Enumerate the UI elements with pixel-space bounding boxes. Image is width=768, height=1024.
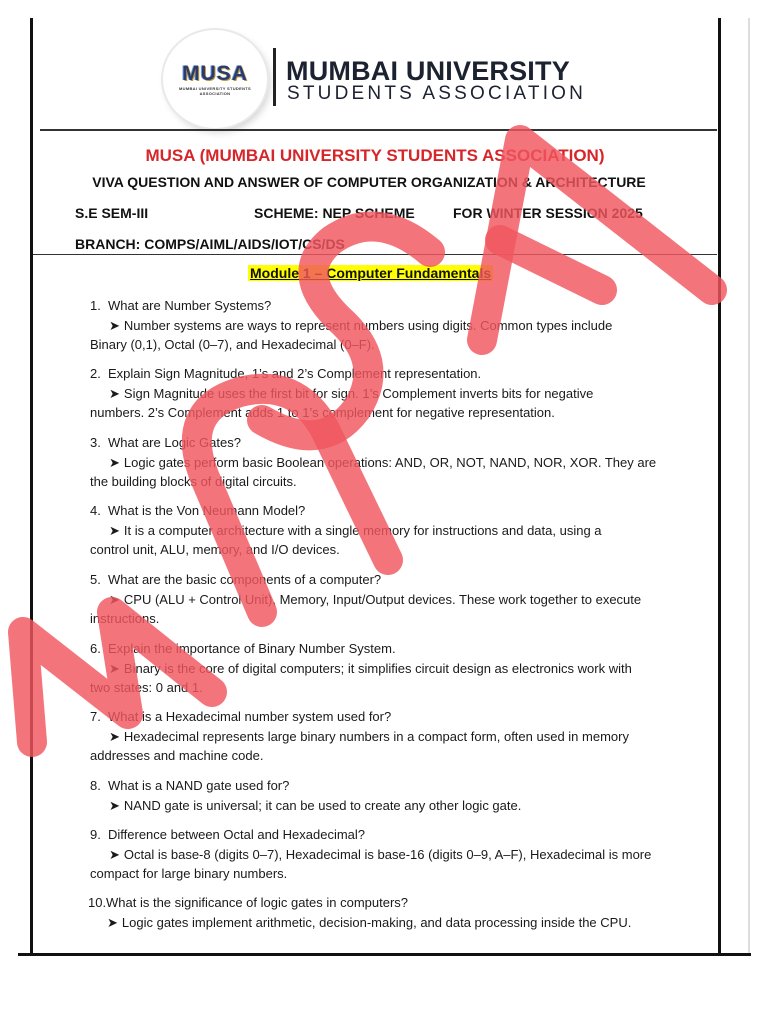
module-title: Module 1 – Computer Fundamentals <box>250 265 492 281</box>
arrow-bullet-icon: ➤ <box>109 385 120 401</box>
qa-item <box>90 707 690 766</box>
arrow-bullet-icon: ➤ <box>109 317 120 333</box>
qa-item <box>90 825 690 884</box>
watermark-letter-a-bar <box>500 240 602 290</box>
question-line <box>90 501 690 521</box>
question-text: What are Logic Gates? <box>108 435 241 450</box>
answer-text: Octal is base-8 (digits 0–7), Hexadecimal is base-16 (digits 0–9, A–F), Hexadecimal is more <box>123 846 652 862</box>
question-number: 4. <box>90 503 101 518</box>
question-line <box>90 825 690 845</box>
answer-continuation: addresses and machine code. <box>90 748 264 763</box>
arrow-bullet-icon: ➤ <box>109 522 120 538</box>
meta-rule <box>33 254 717 255</box>
branch-label: BRANCH: COMPS/AIML/AIDS/IOT/CS/DS <box>75 236 345 252</box>
question-number: 10. <box>88 895 107 910</box>
answer-line <box>90 521 690 541</box>
header-divider <box>273 48 276 106</box>
qa-item <box>90 776 690 815</box>
session-label: FOR WINTER SESSION 2025 <box>453 205 643 221</box>
question-text: Difference between Octal and Hexadecimal? <box>108 827 366 842</box>
qa-item <box>90 364 690 423</box>
question-number: 7. <box>90 709 101 724</box>
logo-subtext: MUMBAI UNIVERSITY STUDENTS ASSOCIATION <box>179 86 251 96</box>
answer-text: Logic gates implement arithmetic, decision-making, and data processing inside the CPU. <box>121 914 632 930</box>
question-number: 2. <box>90 366 101 381</box>
question-number: 9. <box>90 827 101 842</box>
question-text: What is the Von Neumann Model? <box>108 503 306 518</box>
arrow-bullet-icon: ➤ <box>109 454 120 470</box>
question-text: What are Number Systems? <box>108 298 272 313</box>
arrow-bullet-icon: ➤ <box>109 591 120 607</box>
header-rule <box>40 129 717 131</box>
question-line <box>90 776 690 796</box>
question-text: What is the significance of logic gates in computers? <box>106 895 409 910</box>
answer-line <box>90 845 690 865</box>
question-number: 8. <box>90 778 101 793</box>
qa-item <box>90 639 690 698</box>
answer-line <box>90 384 690 404</box>
page-border-bottom <box>18 953 751 956</box>
semester-label: S.E SEM-III <box>75 205 149 221</box>
answer-line <box>90 796 690 816</box>
answer-line <box>90 453 690 473</box>
answer-line <box>88 913 688 933</box>
qa-item <box>90 501 690 560</box>
answer-text: Hexadecimal represents large binary numbers in a compact form, often used in memory <box>123 728 629 744</box>
arrow-bullet-icon: ➤ <box>109 846 120 862</box>
answer-continuation: the building blocks of digital circuits. <box>90 474 297 489</box>
answer-continuation: control unit, ALU, memory, and I/O devices. <box>90 542 340 557</box>
question-line <box>90 296 690 316</box>
answer-text: Binary is the core of digital computers; it simplifies circuit design as electronics work with <box>123 660 632 676</box>
question-line <box>90 707 690 727</box>
question-text: Explain the importance of Binary Number System. <box>108 641 396 656</box>
answer-text: CPU (ALU + Control Unit), Memory, Input/Output devices. These work together to execute <box>123 591 642 607</box>
question-text: What are the basic components of a computer? <box>108 572 382 587</box>
question-number: 5. <box>90 572 101 587</box>
answer-text: Number systems are ways to represent numbers using digits. Common types include <box>123 317 613 333</box>
question-line <box>90 570 690 590</box>
answer-continuation: two states: 0 and 1. <box>90 680 203 695</box>
answer-line <box>90 590 690 610</box>
answer-continuation: Binary (0,1), Octal (0–7), and Hexadecimal (0–F). <box>90 337 375 352</box>
answer-text: Sign Magnitude uses the first bit for sign. 1’s Complement inverts bits for negative <box>123 385 594 401</box>
question-number: 6. <box>90 641 101 656</box>
logo-text: MUSA <box>182 62 248 85</box>
question-line <box>90 639 690 659</box>
question-line <box>88 893 688 913</box>
arrow-bullet-icon: ➤ <box>109 660 120 676</box>
question-number: 3. <box>90 435 101 450</box>
question-line <box>90 364 690 384</box>
document-subtitle: VIVA QUESTION AND ANSWER OF COMPUTER ORGANIZATION & ARCHITECTURE <box>92 174 646 190</box>
qa-item <box>90 433 690 492</box>
question-number: 1. <box>90 298 101 313</box>
arrow-bullet-icon: ➤ <box>107 914 118 930</box>
answer-text: NAND gate is universal; it can be used to create any other logic gate. <box>123 797 522 813</box>
musa-logo <box>163 30 267 128</box>
answer-continuation: compact for large binary numbers. <box>90 866 288 881</box>
answer-text: Logic gates perform basic Boolean operations: AND, OR, NOT, NAND, NOR, XOR. They are <box>123 454 657 470</box>
qa-item <box>90 296 690 355</box>
question-text: What is a Hexadecimal number system used for? <box>108 709 392 724</box>
scheme-label: SCHEME: NEP SCHEME <box>254 205 415 221</box>
answer-line <box>90 659 690 679</box>
question-text: Explain Sign Magnitude, 1’s and 2’s Complement representation. <box>108 366 482 381</box>
arrow-bullet-icon: ➤ <box>109 797 120 813</box>
answer-continuation: instructions. <box>90 611 160 626</box>
question-text: What is a NAND gate used for? <box>108 778 290 793</box>
answer-text: It is a computer architecture with a single memory for instructions and data, using a <box>123 522 602 538</box>
org-name: MUMBAI UNIVERSITY <box>286 56 570 86</box>
answer-line <box>90 316 690 336</box>
document-title: MUSA (MUMBAI UNIVERSITY STUDENTS ASSOCIATION) <box>145 146 605 165</box>
answer-line <box>90 727 690 747</box>
org-subtitle: STUDENTS ASSOCIATION <box>287 83 587 104</box>
qa-item <box>88 893 688 932</box>
arrow-bullet-icon: ➤ <box>109 728 120 744</box>
qa-item <box>90 570 690 629</box>
answer-continuation: numbers. 2’s Complement adds 1 to 1’s complement for negative representation. <box>90 405 555 420</box>
question-line <box>90 433 690 453</box>
